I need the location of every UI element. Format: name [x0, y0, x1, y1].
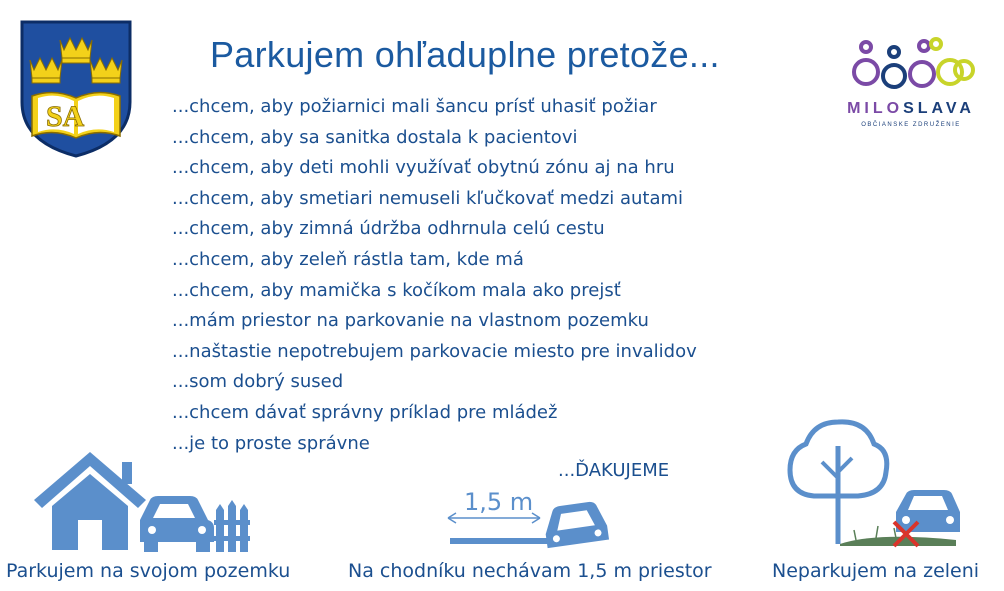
list-item: ...naštastie nepotrebujem parkovacie miesto pre invalidov [172, 340, 697, 362]
house-car-fence-icon [34, 448, 250, 554]
miloslava-logo-icon [846, 36, 976, 136]
logo-name [846, 100, 976, 118]
reasons-list [172, 92, 697, 459]
caption-greenery: Neparkujem na zeleni [772, 560, 980, 582]
list-item: ...chcem, aby požiarnici mali šancu prísť uhasiť požiar [172, 96, 657, 117]
list-item: ...chcem dávať správny príklad pre mládež [172, 401, 558, 423]
logo-name-part1: MILO [847, 100, 904, 117]
logo-name-part2: SLAVA [903, 100, 975, 117]
crest-letters: SA [46, 100, 85, 133]
caption-own-property: Parkujem na svojom pozemku [6, 560, 291, 582]
logo-subtitle: OBČIANSKE ZDRUŽENIE [861, 122, 961, 128]
list-item: ...som dobrý sused [172, 371, 344, 393]
thanks-text: ...ĎAKUJEME [558, 460, 670, 481]
list-item: ...chcem, aby zimná údržba odhrnula celú cestu [172, 218, 605, 240]
list-item: ...je to proste správne [172, 432, 370, 454]
distance-label: 1,5 m [464, 488, 534, 516]
list-item: ...chcem, aby smetiari nemuseli kľučkovať medzi autami [172, 187, 684, 209]
no-parking-on-greenery-icon [786, 416, 962, 554]
sidewalk-distance-icon [440, 480, 610, 550]
list-item: ...chcem, aby mamička s kočíkom mala ako prejsť [172, 279, 621, 301]
list-item: ...mám priestor na parkovanie na vlastnom pozemku [172, 310, 649, 332]
caption-sidewalk: Na chodníku nechávam 1,5 m priestor [348, 560, 712, 582]
list-item: ...chcem, aby zeleň rástla tam, kde má [172, 248, 524, 270]
list-item: ...chcem, aby deti mohli využívať obytnú zónu aj na hru [172, 157, 675, 179]
city-crest-icon [18, 18, 134, 160]
page-title: Parkujem ohľaduplne pretože... [210, 34, 720, 75]
list-item: ...chcem, aby sa sanitka dostala k pacientovi [172, 126, 578, 148]
